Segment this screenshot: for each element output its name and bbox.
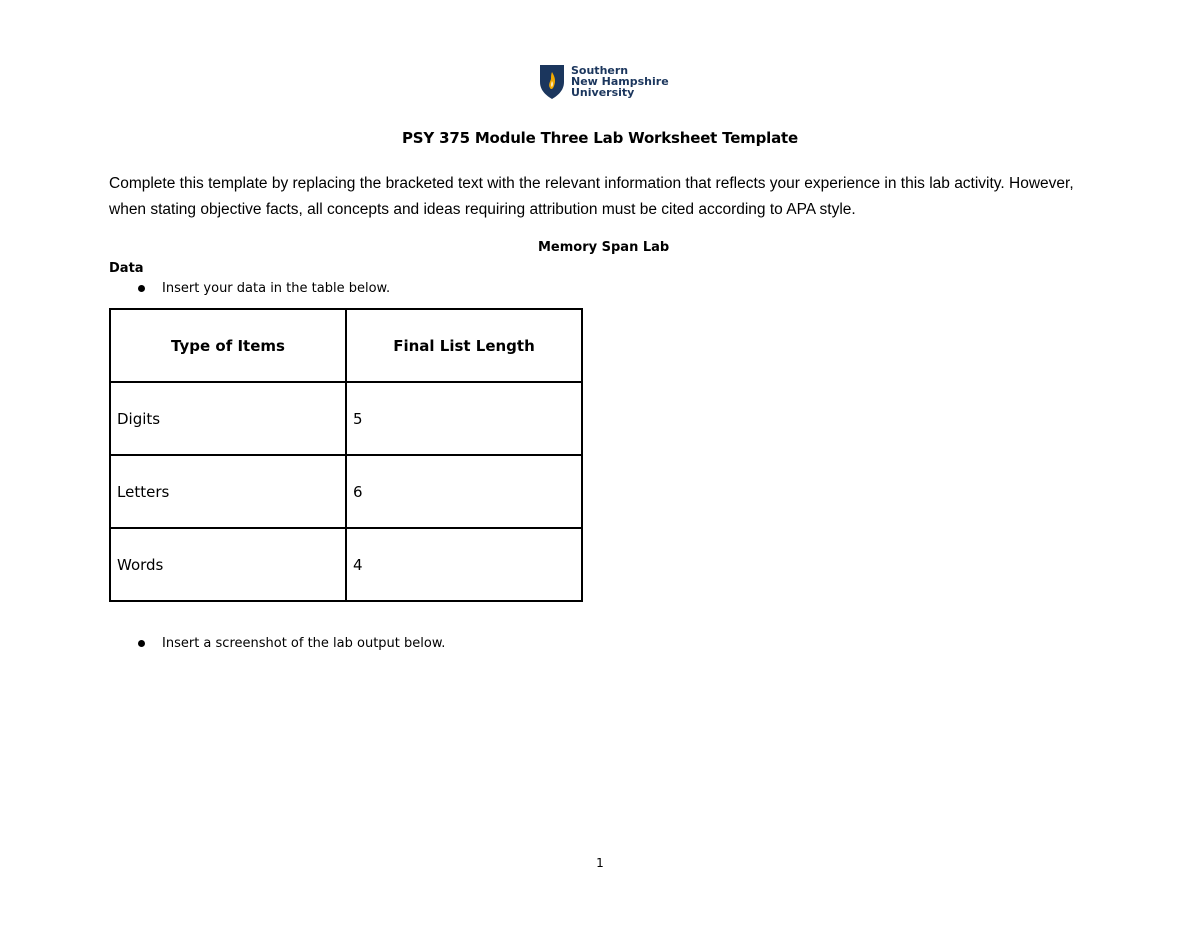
table-cell-type: Digits <box>110 382 346 455</box>
table-cell-length: 6 <box>346 455 582 528</box>
page-number: 1 <box>596 856 604 870</box>
bullet-text: Insert a screenshot of the lab output below. <box>162 636 446 651</box>
logo-line-1: Southern <box>571 64 629 77</box>
logo-line-3: University <box>571 86 635 99</box>
university-logo <box>539 64 669 104</box>
table-header-cell: Type of Items <box>110 309 346 382</box>
intro-paragraph: Complete this template by replacing the bracketed text with the relevant information that reflects your experience in this lab activity. However, when stating objective facts, all concepts and ideas requiring attribution must be cited according to APA style. <box>109 175 1074 218</box>
table-header-cell: Final List Length <box>346 309 582 382</box>
logo-wordmark <box>571 65 669 98</box>
table-row <box>110 528 582 601</box>
memory-span-table <box>109 308 583 602</box>
document-title: PSY 375 Module Three Lab Worksheet Template <box>402 129 798 147</box>
table-row <box>110 382 582 455</box>
bullet-item-screenshot <box>138 636 445 651</box>
bullet-text: Insert your data in the table below. <box>162 281 391 296</box>
table-row <box>110 455 582 528</box>
table-header-row <box>110 309 582 382</box>
table-cell-type: Words <box>110 528 346 601</box>
logo-line-2: New Hampshire <box>571 75 669 88</box>
table-cell-length: 5 <box>346 382 582 455</box>
bullet-dot-icon <box>138 285 145 292</box>
table-cell-length: 4 <box>346 528 582 601</box>
bullet-dot-icon <box>138 640 145 647</box>
section-title: Memory Span Lab <box>538 240 670 255</box>
snhu-shield-flame-icon <box>539 64 565 100</box>
data-heading: Data <box>109 261 144 276</box>
table-cell-type: Letters <box>110 455 346 528</box>
bullet-item-data <box>138 281 390 296</box>
